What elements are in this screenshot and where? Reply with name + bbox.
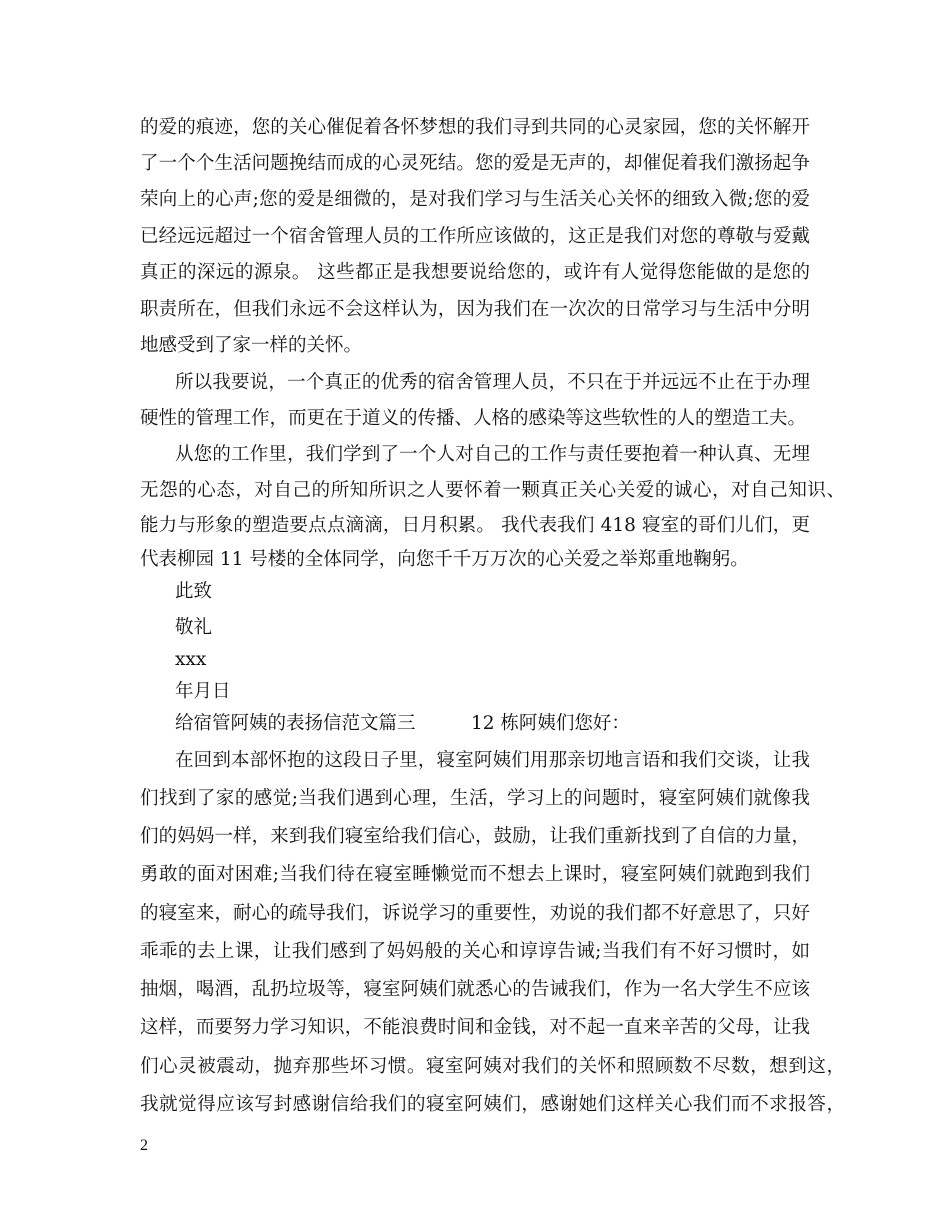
text-line: 地感受到了家一样的关怀。 xyxy=(140,335,363,356)
text-line: 抽烟，喝酒，乱扔垃圾等，寝室阿姨们就悉心的告诫我们，作为一名大学生不应该 xyxy=(140,979,810,1000)
text-line: 们的妈妈一样，来到我们寝室给我们信心，鼓励，让我们重新找到了自信的力量， xyxy=(140,826,810,847)
text-line: 已经远远超过一个宿舍管理人员的工作所应该做的，这正是我们对您的尊敬与爱戴 xyxy=(140,226,810,247)
text-line: 我就觉得应该写封感谢信给我们的寝室阿姨们，感谢她们这样关心我们而不求报答， xyxy=(140,1094,845,1115)
salutation-line: 敬礼 xyxy=(175,617,213,638)
text-line: 所以我要说，一个真正的优秀的宿舍管理人员，不只在于并远远不止在于办理 xyxy=(175,372,810,393)
text-line: 无怨的心态，对自己的所知所识之人要怀着一颗真正关心关爱的诚心，对自己知识、 xyxy=(140,480,845,501)
section-heading: 给宿管阿姨的表扬信范文篇三 12 栋阿姨们您好： xyxy=(175,713,630,734)
date-line: 年月日 xyxy=(175,681,231,702)
text-line: 乖乖的去上课，让我们感到了妈妈般的关心和谆谆告诫;当我们有不好习惯时，如 xyxy=(140,941,810,962)
text-line: 的寝室来，耐心的疏导我们，诉说学习的重要性，劝说的我们都不好意思了，只好 xyxy=(140,903,810,924)
page-number: 2 xyxy=(140,1137,148,1154)
text-line: 代表柳园 11 号楼的全体同学，向您千千万万次的心关爱之举郑重地鞠躬。 xyxy=(140,549,749,570)
text-line: 从您的工作里，我们学到了一个人对自己的工作与责任要抱着一种认真、无埋 xyxy=(175,444,810,465)
text-line: 职责所在，但我们永远不会这样认为，因为我们在一次次的日常学习与生活中分明 xyxy=(140,299,810,320)
text-line: 了一个个生活问题挽结而成的心灵死结。您的爱是无声的，却催促着我们激扬起争 xyxy=(140,153,810,174)
signature-line: xxx xyxy=(175,649,207,670)
text-line: 荣向上的心声;您的爱是细微的，是对我们学习与生活关心关怀的细致入微;您的爱 xyxy=(140,189,810,210)
text-line: 硬性的管理工作，而更在于道义的传播、人格的感染等这些软性的人的塑造工夫。 xyxy=(140,408,807,429)
text-line: 能力与形象的塑造要点点滴滴，日月积累。 我代表我们 418 寝室的哥们儿们，更 xyxy=(140,515,810,536)
text-line: 们找到了家的感觉;当我们遇到心理，生活，学习上的问题时，寝室阿姨们就像我 xyxy=(140,788,810,809)
text-line: 真正的深远的源泉。 这些都正是我想要说给您的，或许有人觉得您能做的是您的 xyxy=(140,262,810,283)
closing-line: 此致 xyxy=(175,581,213,602)
text-line: 在回到本部怀抱的这段日子里，寝室阿姨们用那亲切地言语和我们交谈，让我 xyxy=(175,750,810,771)
text-line: 勇敢的面对困难;当我们待在寝室睡懒觉而不想去上课时，寝室阿姨们就跑到我们 xyxy=(140,864,810,885)
text-line: 这样，而要努力学习知识，不能浪费时间和金钱，对不起一直来辛苦的父母，让我 xyxy=(140,1017,810,1038)
text-line: 的爱的痕迹，您的关心催促着各怀梦想的我们寻到共同的心灵家园，您的关怀解开 xyxy=(140,117,810,138)
text-line: 们心灵被震动，抛弃那些坏习惯。寝室阿姨对我们的关怀和照顾数不尽数，想到这， xyxy=(140,1056,845,1077)
